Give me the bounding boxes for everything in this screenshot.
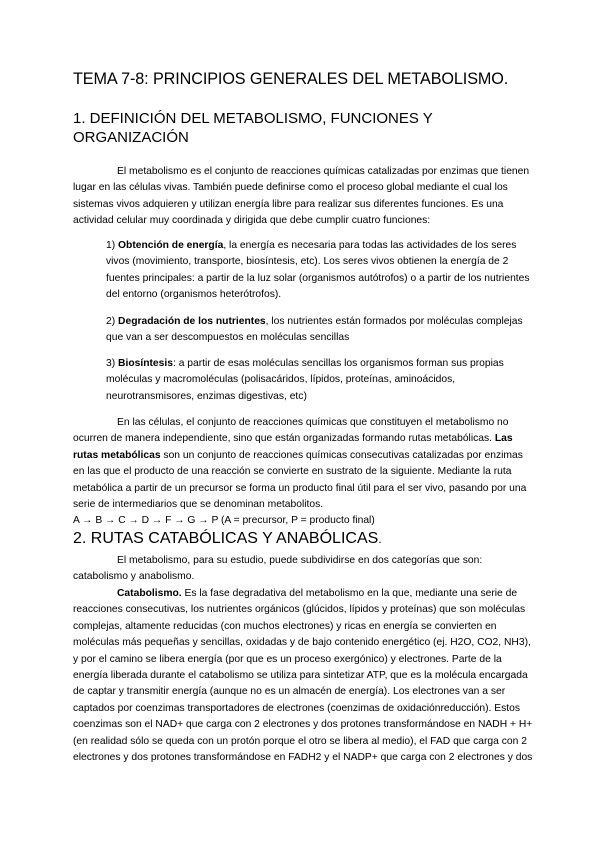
item-text: , los nutrientes están formados por moléculas complejas que van a ser descompuestos en moléculas sencillas [106, 316, 523, 344]
rutas-pre: En las células, el conjunto de reacciones químicas que constituyen el metabolismo no ocurren de manera independiente, sino que están organizadas formando rutas metabólicas. [73, 417, 509, 445]
rutas-formula: A → B → C → D → F → G → P (A = precursor, P = producto final) [73, 515, 375, 527]
section1-heading: 1. DEFINICIÓN DEL METABOLISMO, FUNCIONES Y ORGANIZACIÓN [73, 110, 433, 146]
item-prefix: 1) [106, 240, 119, 251]
function-item-3 [106, 356, 536, 405]
section1-intro: El metabolismo es el conjunto de reacciones químicas catalizadas por enzimas que tienen lugar en las células vivas. También puede definirse como el proceso global mediante el cual los sistemas vivos adquieren y utilizan energía libre para realizar sus diferentes funciones. Es una actividad celular muy coordinada y dirigida que debe cumplir cuatro funciones: [73, 166, 530, 227]
item-prefix: 3) [106, 358, 119, 369]
item-text: , la energía es necesaria para todas las actividades de los seres vivos (movimiento, transporte, biosíntesis, etc). Los seres vivos obtienen la energía de 2 fuentes principales: a partir de la luz solar (organismos autótrofos) o a partir de los nutrientes del entorno (organismos heterótrofos). [106, 240, 530, 301]
item-bold-label: Obtención de energía [118, 240, 224, 251]
catabolismo-bold: Catabolismo. [117, 588, 182, 599]
item-bold-label: Biosíntesis [118, 358, 173, 369]
function-item-2 [106, 314, 536, 347]
item-bold-label: Degradación de los nutrientes [118, 316, 266, 327]
section2-heading [73, 530, 382, 548]
section2-heading-text: 2. RUTAS CATABÓLICAS Y ANABÓLICAS [73, 530, 379, 547]
section2-heading-dot: . [378, 532, 382, 546]
rutas-bold: Las rutas metabólicas [73, 433, 513, 461]
catabolismo-paragraph [73, 586, 533, 766]
catabolismo-text: Es la fase degradativa del metabolismo en la que, mediante una serie de reacciones consecutivas, los nutrientes orgánicos (glúcidos, lípidos y proteínas) que son moléculas complejas, altamente reducidas (con muchos electrones) y ricas en energía se convierten en moléculas más pequeñas y sencillas, oxidadas y de bajo contenido energético (ej. H2O, CO2, NH3), y por el camino se libera energía (por que es un proceso exergónico) y electrones. Parte de la energía liberada durante el catabolismo se utiliza para sintetizar ATP, que es la molécula encargada de captar y transmitir energía (aunque no es un almacén de energía). Los electrones van a ser captados por coenzimas transportadores de electrones (coenzimas de oxidaciónreducción). Estos coenzimas son el NAD+ que carga con 2 electrones y dos protones transformándose en NADH + H+ (en realidad sólo se queda con un protón porque el otro se libera al medio), el FAD que carga con 2 electrones y dos protones transformándose en FADH2 y el NADP+ que carga con 2 electrones y dos [73, 588, 533, 764]
rutas-paragraph [73, 415, 533, 530]
item-text: : a partir de esas moléculas sencillas los organismos forman sus propias moléculas y macromoléculas (polisacáridos, lípidos, proteínas, aminoácidos, neurotransmisores, enzimas digestivas, etc) [106, 358, 504, 402]
document-title: TEMA 7-8: PRINCIPIOS GENERALES DEL METABOLISMO. [73, 70, 509, 88]
section2-intro: El metabolismo, para su estudio, puede subdividirse en dos categorías que son: catabolismo y anabolismo. [73, 555, 483, 583]
function-item-1 [106, 238, 536, 304]
rutas-post: son un conjunto de reacciones químicas consecutivas catalizadas por enzimas en las que el producto de una reacción se convierte en sustrato de la siguiente. Mediante la ruta metabólica a partir de un precursor se forma un producto final útil para el ser vivo, pasando por una serie de intermediarios que se denominan metabolitos. [73, 449, 527, 511]
item-prefix: 2) [106, 316, 119, 327]
